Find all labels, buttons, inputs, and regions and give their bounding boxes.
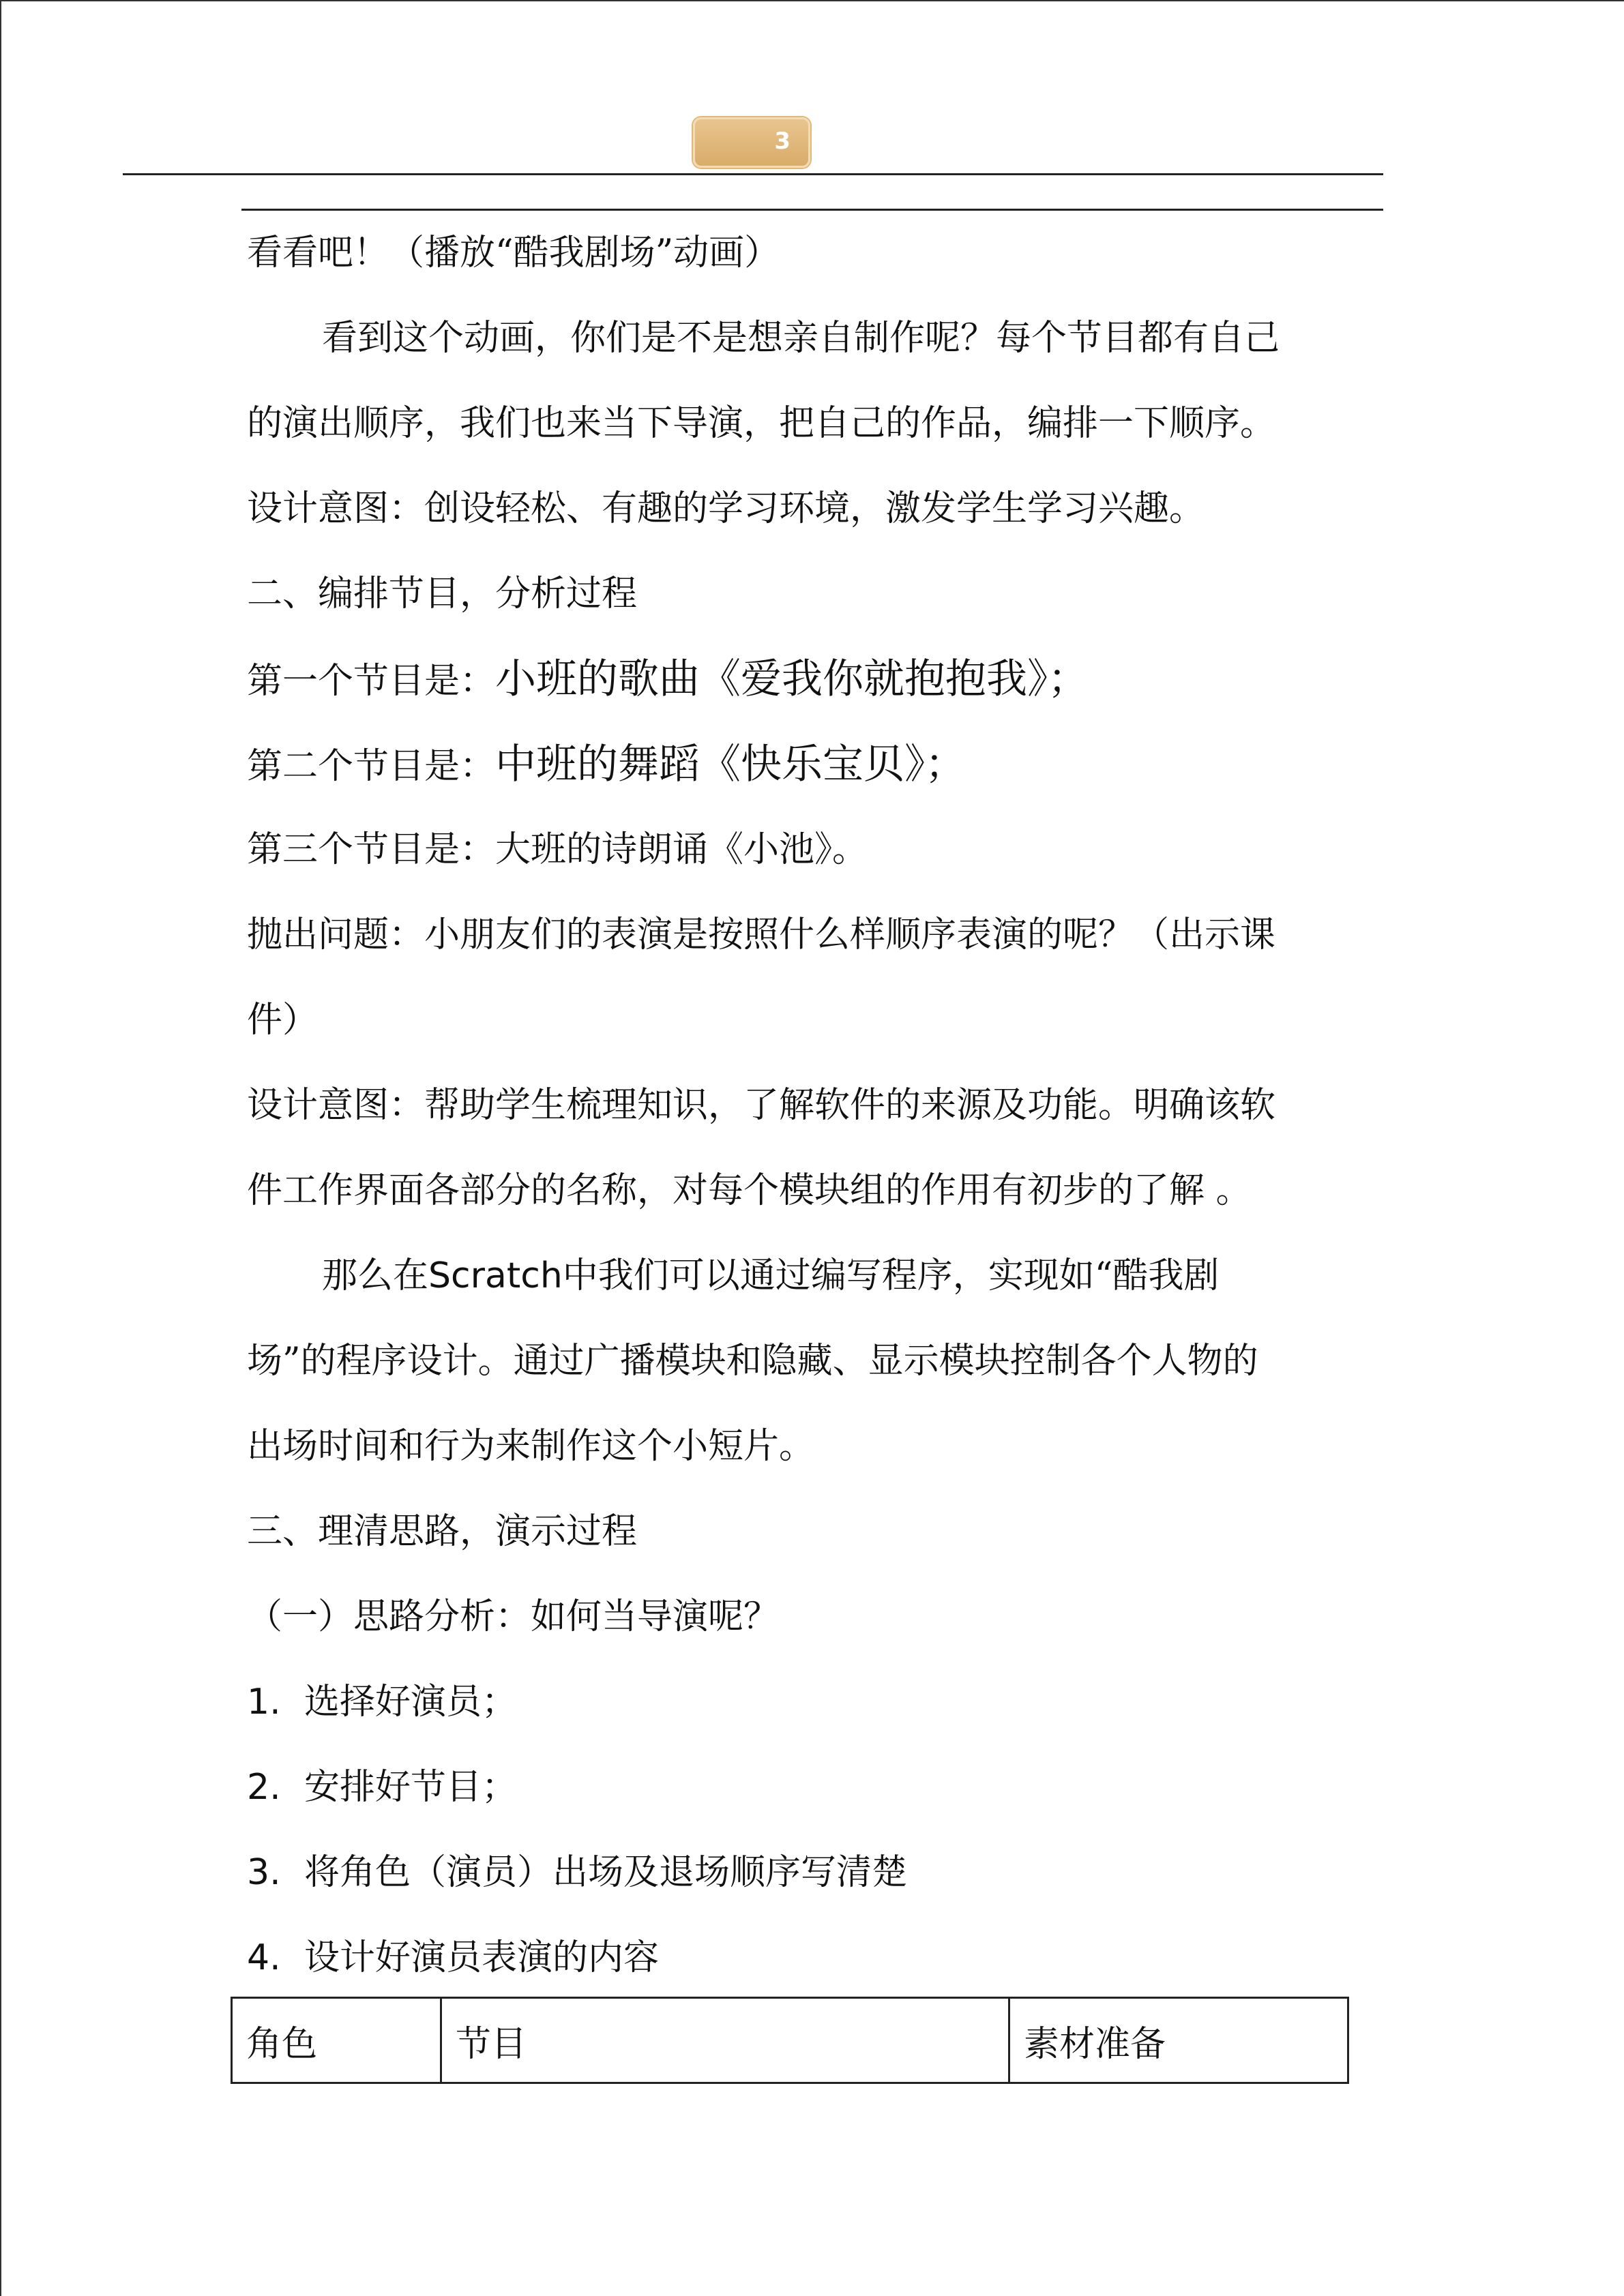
step-text: 将角色（演员）出场及退场顺序写清楚 [304,1852,908,1893]
step-number: 4. [247,1937,281,1978]
question-line: 件） [247,1000,319,1041]
question-line: 抛出问题：小朋友们的表演是按照什么样顺序表演的呢？（出示课 [247,914,1276,955]
program-line [247,651,1365,736]
design-intent-line: 设计意图：帮助学生梳理知识，了解软件的来源及功能。明确该软 [247,1085,1276,1126]
program-title: 中班的舞蹈《快乐宝贝》； [495,741,966,788]
material-table [231,1997,1349,2084]
page-number-badge [693,117,810,168]
design-intent-line: 设计意图：创设轻松、有趣的学习环境，激发学生学习兴趣。 [247,488,1205,529]
program-prefix: 第二个节目是： [247,746,496,787]
header-rule [123,173,1383,175]
step-text: 选择好演员； [304,1682,518,1723]
scratch-paragraph-line [247,1248,1365,1333]
step-number: 2. [247,1767,281,1808]
page-number: 3 [774,128,791,155]
scratch-post: 中我们可以通过编写程序，实现如“酷我剧 [562,1255,1220,1296]
scratch-paragraph-line: 场”的程序设计。通过广播模块和隐藏、显示模块控制各个人物的 [247,1341,1258,1382]
table-header-cell: 素材准备 [1009,1998,1348,2083]
step-number: 3. [247,1852,281,1893]
program-line [247,736,1365,822]
header-rule-secondary [241,209,1383,211]
paragraph-line: 的演出顺序，我们也来当下导演，把自己的作品，编排一下顺序。 [247,403,1276,444]
step-item [247,1845,1365,1930]
program-line [247,822,1365,907]
scratch-paragraph-line: 出场时间和行为来制作这个小短片。 [247,1426,815,1467]
program-title: 小班的歌曲《爱我你就抱抱我》； [495,655,1089,703]
document-body [247,225,1365,2015]
scratch-word: Scratch [428,1255,563,1296]
step-text: 设计好演员表演的内容 [304,1937,660,1978]
subsection-heading: （一）思路分析：如何当导演呢？ [247,1596,780,1637]
step-number: 1. [247,1682,281,1723]
table-header-row [232,1998,1348,2083]
paragraph-line: 看到这个动画，你们是不是想亲自制作呢？每个节目都有自己 [322,318,1280,359]
intro-line: 看看吧！（播放“酷我剧场”动画） [247,233,780,273]
table-header-cell: 节目 [441,1998,1009,2083]
section-heading: 三、理清思路，演示过程 [247,1511,638,1552]
program-prefix: 第一个节目是： [247,661,496,702]
step-item [247,1759,1365,1845]
scratch-pre: 那么在 [322,1255,429,1296]
step-item [247,1674,1365,1759]
program-prefix: 第三个节目是： [247,829,496,870]
table-header-cell: 角色 [232,1998,441,2083]
step-text: 安排好节目； [304,1767,518,1808]
design-intent-line: 件工作界面各部分的名称，对每个模块组的作用有初步的了解 。 [247,1170,1252,1211]
program-title: 大班的诗朗诵《小池》。 [495,829,868,870]
section-heading: 二、编排节目，分析过程 [247,573,638,614]
